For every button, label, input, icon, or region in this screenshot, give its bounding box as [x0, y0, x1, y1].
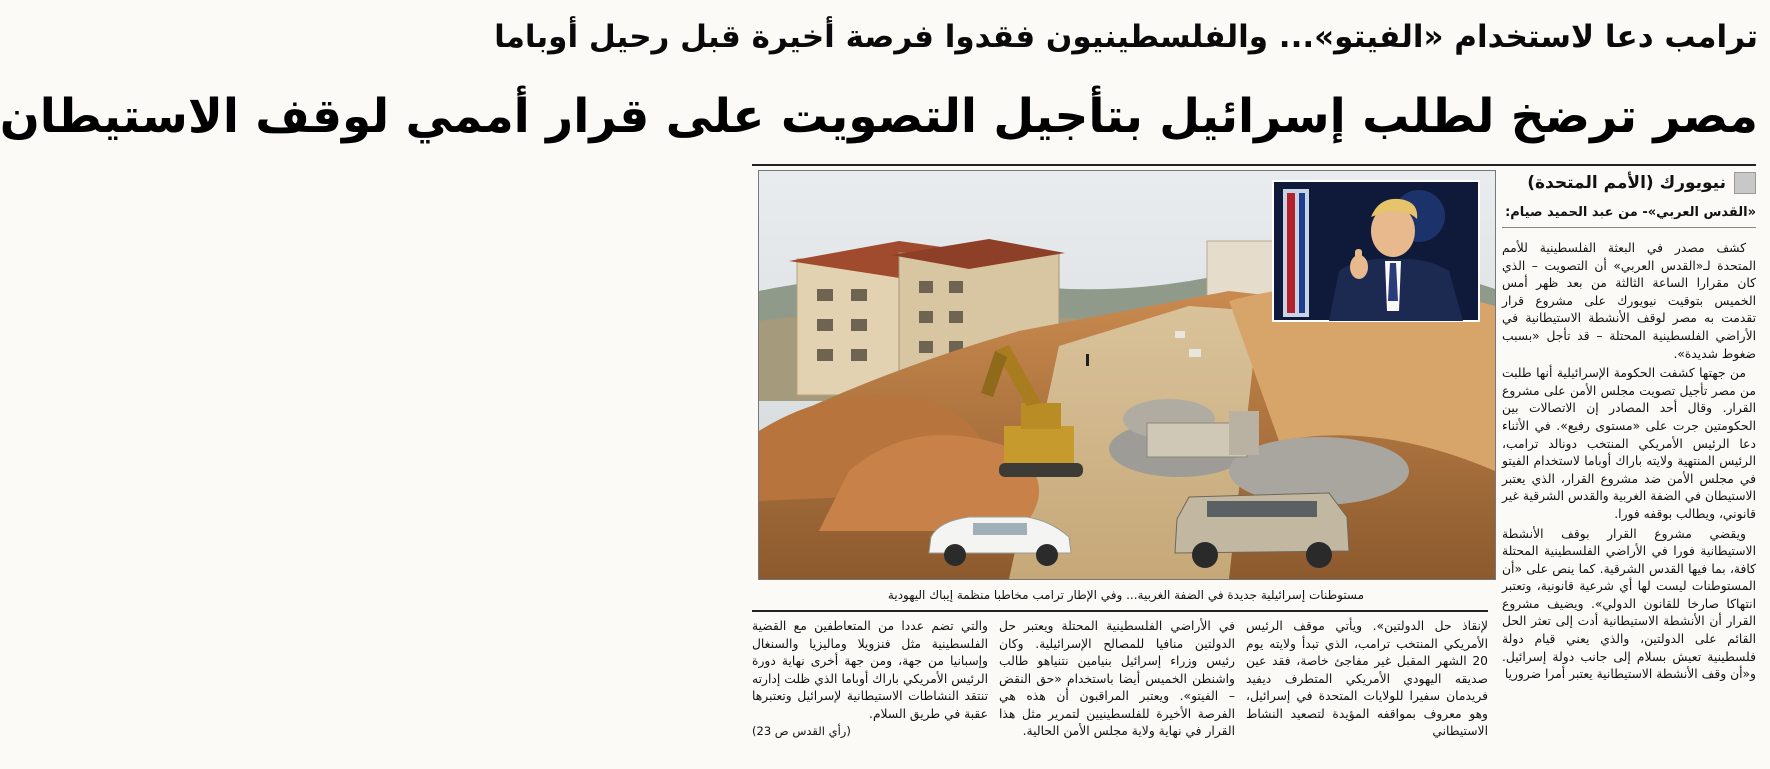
inset-portrait — [1273, 181, 1479, 321]
column-text: في الأراضي الفلسطينية المحتلة ويعتبر حل الدولتين منافيا للمصالح الإسرائيلية. وكان رئيس وزراء إسرائيل بنيامين نتنياهو طالب واشنطن الخميس أيضا باستخدام «حق النقض – الفيتو». ويعتبر المراقبون أن هذه هي الفرصة الأخيرة للفلسطينيين لتمرير مثل هذا القرار في نهاية ولاية مجلس الأمن الحالية. — [999, 619, 1235, 738]
column-text: والتي تضم عددا من المتعاطفين مع القضية الفلسطينية مثل فنزويلا وماليزيا والسنغال وإسبانيا من جهة، ومن جهة أخرى نهاية دورة الرئيس الأمريكي باراك أوباما الذي ظلت إدارته تنتقد النشاطات الاستيطانية لإسرائيل وتعتبرها عقبة في طريق السلام. — [752, 619, 988, 721]
article-column-3 — [752, 618, 988, 768]
settlement-photo-illustration — [759, 171, 1495, 579]
article-column-2 — [999, 618, 1235, 768]
news-photo — [758, 170, 1496, 580]
article-body — [1502, 240, 1756, 765]
kicker-headline: ترامب دعا لاستخدام «الفيتو»... والفلسطينيون فقدوا فرصة أخيرة قبل رحيل أوباما — [494, 19, 1758, 55]
headline-rule — [752, 164, 1756, 166]
article-paragraph: ويقضي مشروع القرار بوقف الأنشطة الاستيطانية فورا في الأراضي الفلسطينية المحتلة كافة، بما فيها القدس الشرقية. كما ينص على «أن المستوطنات ليست لها أي شرعية قانونية، وتعتبر انتهاكا صارخا للقانون الدولي». ويضيف مشروع القرار أن الأنشطة الاستيطانية أدت إلى تعثر الحل القائم على الدولتين، والذي يعني قيام دولة فلسطينية تعيش بسلام إلى جانب دولة إسرائيل. و«أن وقف الأنشطة الاستيطانية يعتبر أمرا ضروريا — [1502, 526, 1756, 682]
article-paragraph: كشف مصدر في البعثة الفلسطينية للأمم المتحدة لـ«القدس العربي» أن التصويت – الذي كان مقرارا الساعة الثالثة من بعد ظهر أمس الخميس بتوقيت نيويورك على مشروع قرار تقدمت به مصر لوقف الأنشطة الاستيطانية في الأراضي الفلسطينية المحتلة – قد تأجل «بسبب ضغوط شديدة». — [1502, 241, 1756, 361]
dateline — [1502, 170, 1756, 196]
photo-caption: مستوطنات إسرائيلية جديدة في الضفة الغربية... وفي الإطار ترامب مخاطبا منظمة إيباك اليهودية — [887, 588, 1365, 602]
dateline-text: نيويورك (الأمم المتحدة) — [1527, 173, 1726, 193]
article-column-1 — [1246, 618, 1488, 768]
article-paragraph: من جهتها كشفت الحكومة الإسرائيلية أنها طلبت من مصر تأجيل تصويت مجلس الأمن على مشروع القرار. وقال أحد المصادر إن الاتصالات بين الحكومتين جرت على «مستوى رفيع». في الأثناء دعا الرئيس الأمريكي المنتخب دونالد ترامب، الرئيس المنتهية ولايته باراك أوباما لاستخدام الفيتو في مجلس الأمن ضد مشروع القرار، الذي يعتبر الاستيطان في الضفة الغربية والقدس الشرقية غير قانوني، ويطالب بوقفه فورا. — [1502, 366, 1756, 521]
dateline-marker-icon — [1734, 172, 1756, 194]
column-text: لإنقاذ حل الدولتين». ويأتي موقف الرئيس الأمريكي المنتخب ترامب، الذي تبدأ ولايته يوم 20 الشهر المقبل غير مفاجئ خاصة، فقد عين صديقه اليهودي الأمريكي المتطرف ديفيد فريدمان سفيرا للولايات المتحدة في إسرائيل، وهو معروف بمواقفه المؤيدة لتصعيد النشاط الاستيطاني — [1246, 619, 1488, 738]
column-signature: (رأي القدس ص 23) — [752, 724, 851, 738]
main-headline: مصر ترضخ لطلب إسرائيل بتأجيل التصويت على قرار أممي لوقف الاستيطان — [0, 89, 1758, 144]
caption-rule — [752, 610, 1488, 612]
byline: «القدس العربي»- من عبد الحميد صيام: — [1502, 203, 1756, 228]
